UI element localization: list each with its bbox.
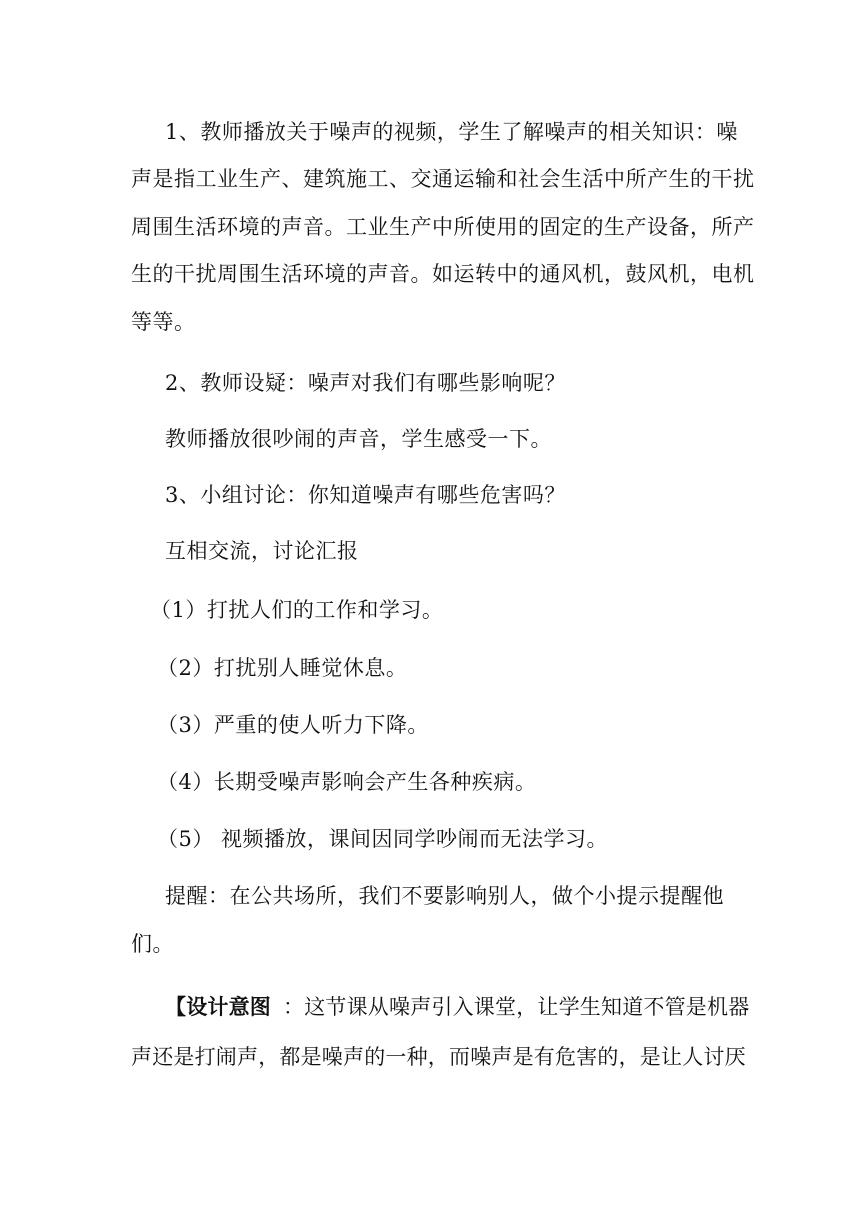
paragraph-1-line-3: 周围生活环境的声音。工业生产中所使用的固定的生产设备，所产 [131,215,755,239]
paragraph-2: 2、教师设疑：噪声对我们有哪些影响呢？ [165,371,566,395]
list-item-3: （3）严重的使人听力下降。 [157,713,429,737]
design-intent-label: 【设计意图 [165,995,271,1019]
paragraph-1-line-5: 等等。 [131,310,196,334]
design-intent-line-2: 声还是打闹声，都是噪声的一种，而噪声是有危害的，是让人讨厌 [131,1045,746,1069]
list-item-4: （4）长期受噪声影响会产生各种疾病。 [157,770,537,794]
design-intent-line-1: ：这节课从噪声引入课堂，让学生知道不管是机器 [283,995,750,1019]
paragraph-5: 互相交流，讨论汇报 [165,539,359,563]
paragraph-1-line-2: 声是指工业生产、建筑施工、交通运输和社会生活中所产生的干扰 [131,167,755,191]
paragraph-4: 3、小组讨论：你知道噪声有哪些危害吗？ [165,483,566,507]
paragraph-6-line-1: 提醒：在公共场所，我们不要影响别人，做个小提示提醒他 [165,884,724,908]
paragraph-1-line-1: 1、教师播放关于噪声的视频，学生了解噪声的相关知识：噪 [165,120,738,144]
list-item-2: （2）打扰别人睡觉休息。 [157,656,408,680]
paragraph-1-line-4: 生的干扰周围生活环境的声音。如运转中的通风机，鼓风机，电机 [131,262,755,286]
list-item-5: （5） 视频播放，课间因同学吵闹而无法学习。 [157,827,609,851]
list-item-1: （1）打扰人们的工作和学习。 [150,598,444,622]
paragraph-6-line-2: 们。 [131,932,174,956]
paragraph-3: 教师播放很吵闹的声音，学生感受一下。 [165,427,552,451]
